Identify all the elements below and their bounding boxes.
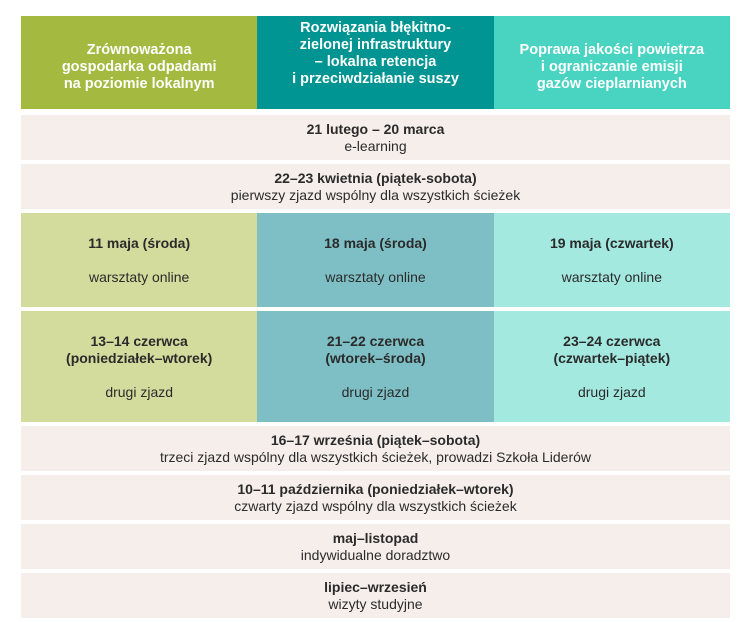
event-description: e-learning (344, 138, 407, 154)
date-label: 16–17 września (piątek–sobota) (270, 432, 481, 448)
event-description: drugi zjazd (105, 384, 174, 400)
date-label: 11 maja (środa) (88, 235, 191, 251)
shared-cell (21, 426, 730, 471)
header-waste-management: Zrównoważona gospodarka odpadami na poziomie lokalnym (21, 16, 257, 109)
table-row (21, 426, 730, 471)
date-label: 21 lutego – 20 marca (306, 121, 445, 137)
track-cell-infrastructure (257, 213, 493, 307)
event-description: warsztaty online (561, 269, 663, 285)
shared-cell (21, 573, 730, 618)
shared-cell (21, 115, 730, 160)
table-row (21, 213, 730, 307)
shared-cell (21, 164, 730, 209)
event-description: czwarty zjazd wspólny dla wszystkich ścieżek (234, 498, 517, 514)
event-description: trzeci zjazd wspólny dla wszystkich ścieżek, prowadzi Szkoła Liderów (159, 449, 592, 465)
schedule-table (21, 16, 730, 622)
event-description: pierwszy zjazd wspólny dla wszystkich ścieżek (230, 187, 521, 203)
table-row (21, 475, 730, 520)
table-header (21, 16, 730, 109)
event-description: warsztaty online (325, 269, 426, 285)
track-cell-waste (21, 311, 257, 422)
table-row (21, 573, 730, 618)
date-label: 23–24 czerwca (czwartek–piątek) (553, 333, 671, 366)
track-cell-infrastructure (257, 311, 493, 422)
date-label: lipiec–wrzesień (324, 579, 427, 595)
shared-cell (21, 524, 730, 569)
event-description: drugi zjazd (341, 384, 410, 400)
shared-cell (21, 475, 730, 520)
table-row (21, 164, 730, 209)
date-label: maj–listopad (332, 530, 419, 546)
date-label: 10–11 października (poniedziałek–wtorek) (237, 481, 514, 497)
date-label: 13–14 czerwca (poniedziałek–wtorek) (66, 333, 213, 366)
event-description: warsztaty online (88, 269, 190, 285)
table-row (21, 524, 730, 569)
event-description: indywidualne doradztwo (300, 547, 451, 563)
header-air-quality: Poprawa jakości powietrza i ograniczanie emisji gazów cieplarnianych (494, 16, 730, 109)
date-label: 22–23 kwietnia (piątek-sobota) (274, 170, 477, 186)
track-cell-waste (21, 213, 257, 307)
table-row (21, 311, 730, 422)
event-description: drugi zjazd (577, 384, 646, 400)
table-row (21, 115, 730, 160)
event-description: wizyty studyjne (328, 596, 423, 612)
header-blue-green-infrastructure: Rozwiązania błękitno- zielonej infrastruktury – lokalna retencja i przeciwdziałanie suszy (257, 16, 493, 109)
date-label: 18 maja (środa) (324, 235, 427, 251)
date-label: 19 maja (czwartek) (549, 235, 674, 251)
track-cell-air (494, 311, 730, 422)
track-cell-air (494, 213, 730, 307)
date-label: 21–22 czerwca (wtorek–środa) (325, 333, 426, 366)
